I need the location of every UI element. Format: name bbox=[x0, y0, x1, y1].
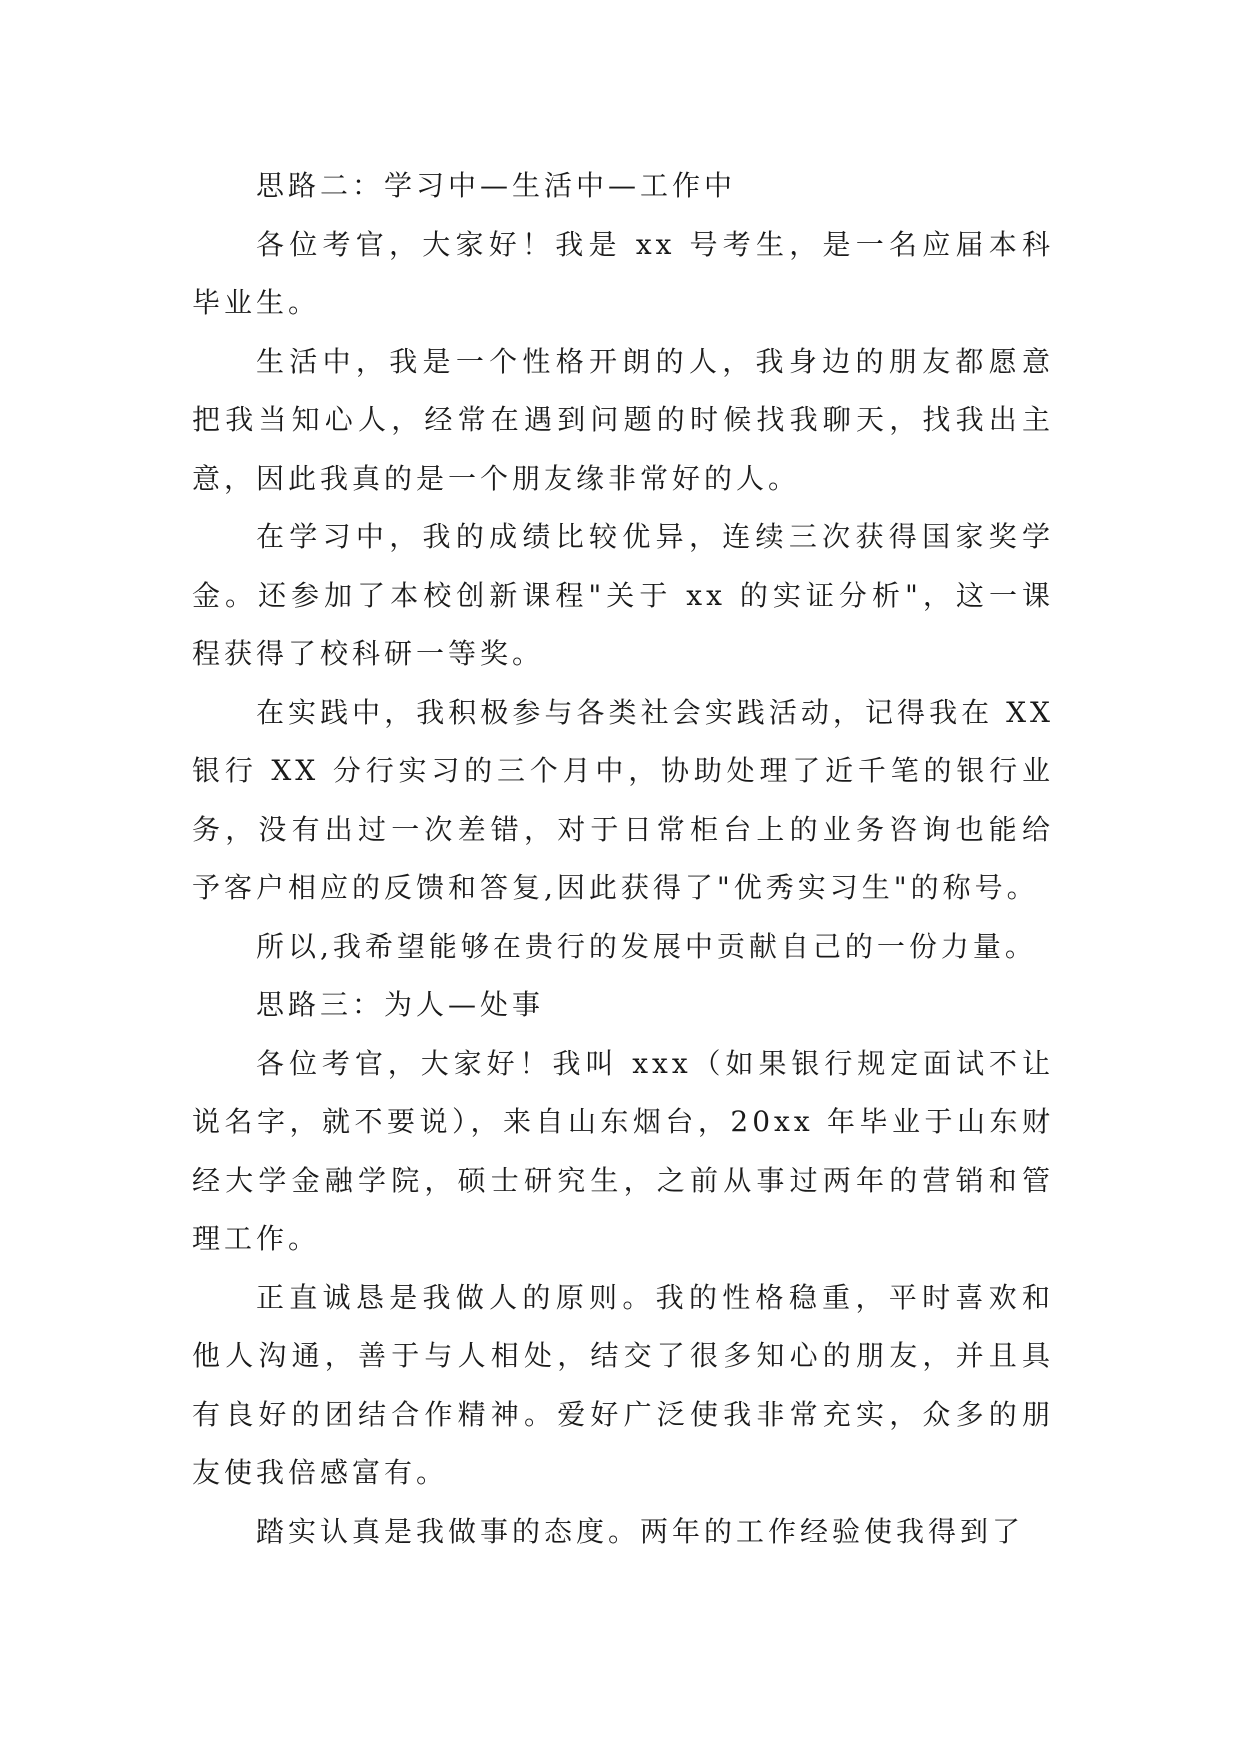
body-paragraph: 在学习中，我的成绩比较优异，连续三次获得国家奖学金。还参加了本校创新课程"关于 xx 的实证分析"，这一课程获得了校科研一等奖。 bbox=[192, 520, 1054, 670]
section-heading-approach-three: 思路三：为人—处事 bbox=[256, 988, 545, 1021]
body-paragraph: 在实践中，我积极参与各类社会实践活动，记得我在 XX 银行 XX 分行实习的三个月中，协助处理了近千笔的银行业务，没有出过一次差错，对于日常柜台上的业务咨询也能给予客户相应的反馈和答复,因此获得了"优秀实习生"的称号。 bbox=[192, 695, 1054, 904]
body-paragraph: 踏实认真是我做事的态度。两年的工作经验使我得到了 bbox=[256, 1514, 1025, 1548]
document-body bbox=[192, 157, 1054, 1561]
body-paragraph: 正直诚恳是我做人的原则。我的性格稳重，平时喜欢和他人沟通，善于与人相处，结交了很多知心的朋友，并且具有良好的团结合作精神。爱好广泛使我非常充实，众多的朋友使我倍感富有。 bbox=[192, 1280, 1054, 1489]
body-paragraph: 生活中，我是一个性格开朗的人，我身边的朋友都愿意把我当知心人，经常在遇到问题的时候找我聊天，找我出主意，因此我真的是一个朋友缘非常好的人。 bbox=[192, 344, 1054, 495]
body-paragraph: 各位考官，大家好！我是 xx 号考生，是一名应届本科毕业生。 bbox=[192, 227, 1054, 319]
section-heading-approach-two: 思路二：学习中—生活中—工作中 bbox=[256, 169, 737, 202]
body-paragraph: 所以,我希望能够在贵行的发展中贡献自己的一份力量。 bbox=[256, 929, 1037, 963]
body-paragraph: 各位考官，大家好！我叫 xxx（如果银行规定面试不让说名字，就不要说），来自山东烟台，20xx 年毕业于山东财经大学金融学院，硕士研究生，之前从事过两年的营销和管理工作。 bbox=[192, 1046, 1054, 1255]
